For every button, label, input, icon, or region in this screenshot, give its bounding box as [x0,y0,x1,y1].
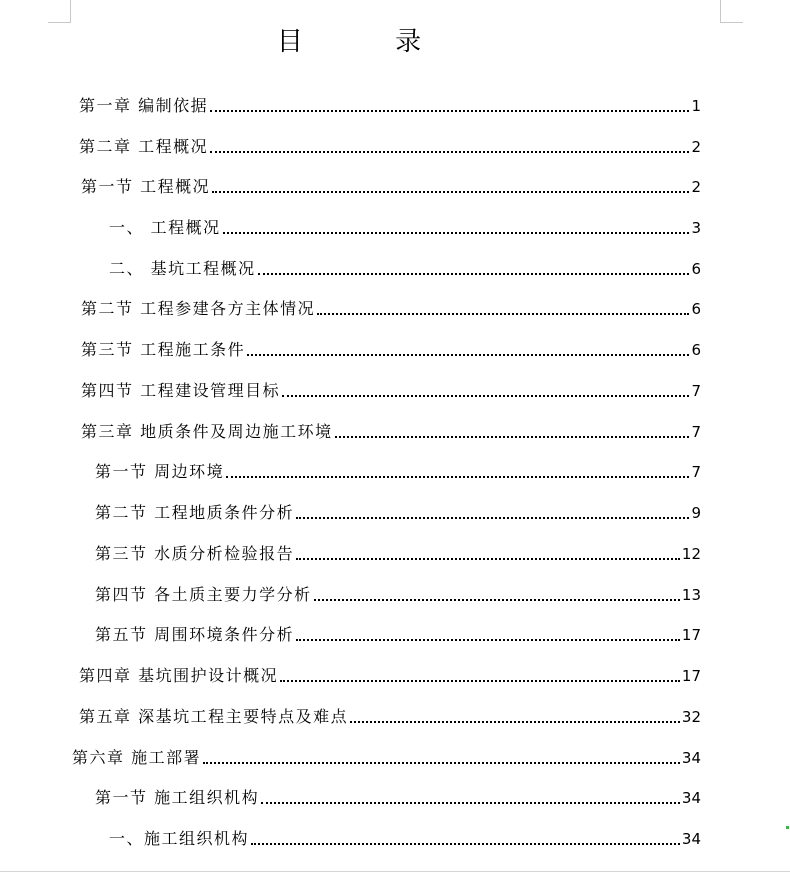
toc-entry[interactable] [81,339,701,361]
toc-dot-leader [223,232,690,234]
toc-entry-label: 第五章 深基坑工程主要特点及难点 [79,707,349,726]
toc-entry[interactable] [79,706,701,728]
toc-entry-label: 第三节 水质分析检验报告 [95,544,295,563]
toc-entry-label: 一、施工组织机构 [109,829,250,848]
toc-entry-page: 1 [691,97,701,115]
toc-entry[interactable] [95,787,701,809]
margin-corner-mark-right [720,0,743,23]
toc-entry[interactable] [81,380,701,402]
toc-dot-leader [203,762,680,764]
toc-entry[interactable] [81,421,701,443]
toc-entry[interactable] [95,584,701,606]
toc-entry[interactable] [95,624,701,646]
toc-entry-page: 2 [691,138,701,156]
toc-entry-page: 13 [681,586,701,604]
toc-dot-leader [210,151,689,153]
toc-title: 目 录 [276,27,464,57]
toc-entry-label: 第二节 工程参建各方主体情况 [81,299,316,318]
toc-dot-leader [296,639,680,641]
toc-entry[interactable] [109,217,701,239]
toc-entry-page: 7 [691,382,701,400]
toc-dot-leader [350,721,680,723]
toc-dot-leader [251,843,680,845]
toc-entry-page: 6 [691,300,701,318]
toc-entry[interactable] [79,665,701,687]
toc-dot-leader [258,273,690,275]
toc-entry-label: 第一章 编制依据 [79,96,209,115]
toc-dot-leader [314,599,680,601]
toc-entry-label: 第二节 工程地质条件分析 [95,503,295,522]
toc-entry-page: 7 [691,463,701,481]
toc-entry-page: 17 [681,667,701,685]
toc-dot-leader [296,517,689,519]
toc-entry[interactable] [109,258,701,280]
toc-entry[interactable] [81,298,701,320]
toc-entry-label: 第五节 周围环境条件分析 [95,625,295,644]
toc-entry-label: 第四节 各土质主要力学分析 [95,585,312,604]
toc-dot-leader [282,395,689,397]
toc-entry-page: 2 [691,178,701,196]
toc-dot-leader [226,476,689,478]
toc-entry[interactable] [79,136,701,158]
toc-dot-leader [335,436,690,438]
toc-entry-label: 第一节 施工组织机构 [95,788,260,807]
toc-entry-page: 3 [691,219,701,237]
toc-dot-leader [212,191,689,193]
toc-entry-page: 32 [681,708,701,726]
toc-entry[interactable] [95,543,701,565]
toc-entry-label: 第四章 基坑围护设计概况 [79,666,279,685]
toc-dot-leader [247,354,689,356]
scroll-edge-marker [786,826,789,829]
toc-entry-page: 34 [681,830,701,848]
toc-entry-page: 6 [691,341,701,359]
toc-entry[interactable] [95,502,701,524]
toc-entry[interactable] [95,461,701,483]
toc-entry-label: 第一节 周边环境 [95,462,225,481]
toc-entry-page: 7 [691,423,701,441]
toc-entry-label: 第三章 地质条件及周边施工环境 [81,422,333,441]
toc-entry[interactable] [72,747,701,769]
toc-dot-leader [210,110,689,112]
toc-entry-label: 第六章 施工部署 [72,748,202,767]
toc-entry-label: 第三节 工程施工条件 [81,340,246,359]
toc-entry-label: 第二章 工程概况 [79,137,209,156]
toc-dot-leader [317,313,689,315]
toc-entry[interactable] [81,176,701,198]
toc-entry-page: 12 [681,545,701,563]
page-bottom-edge [0,871,790,872]
toc-dot-leader [261,802,680,804]
toc-entry-page: 17 [681,626,701,644]
toc-entry[interactable] [109,828,701,850]
toc-entry-page: 9 [691,504,701,522]
toc-dot-leader [280,680,680,682]
toc-entry-page: 6 [691,260,701,278]
toc-entry-label: 第一节 工程概况 [81,177,211,196]
margin-corner-mark-left [48,0,71,23]
toc-entry-label: 二、 基坑工程概况 [109,259,256,278]
toc-entry-label: 第四节 工程建设管理目标 [81,381,281,400]
toc-entry-label: 一、 工程概况 [109,218,221,237]
toc-dot-leader [296,558,680,560]
toc-entry-page: 34 [681,749,701,767]
toc-entry-page: 34 [681,789,701,807]
toc-entry[interactable] [79,95,701,117]
